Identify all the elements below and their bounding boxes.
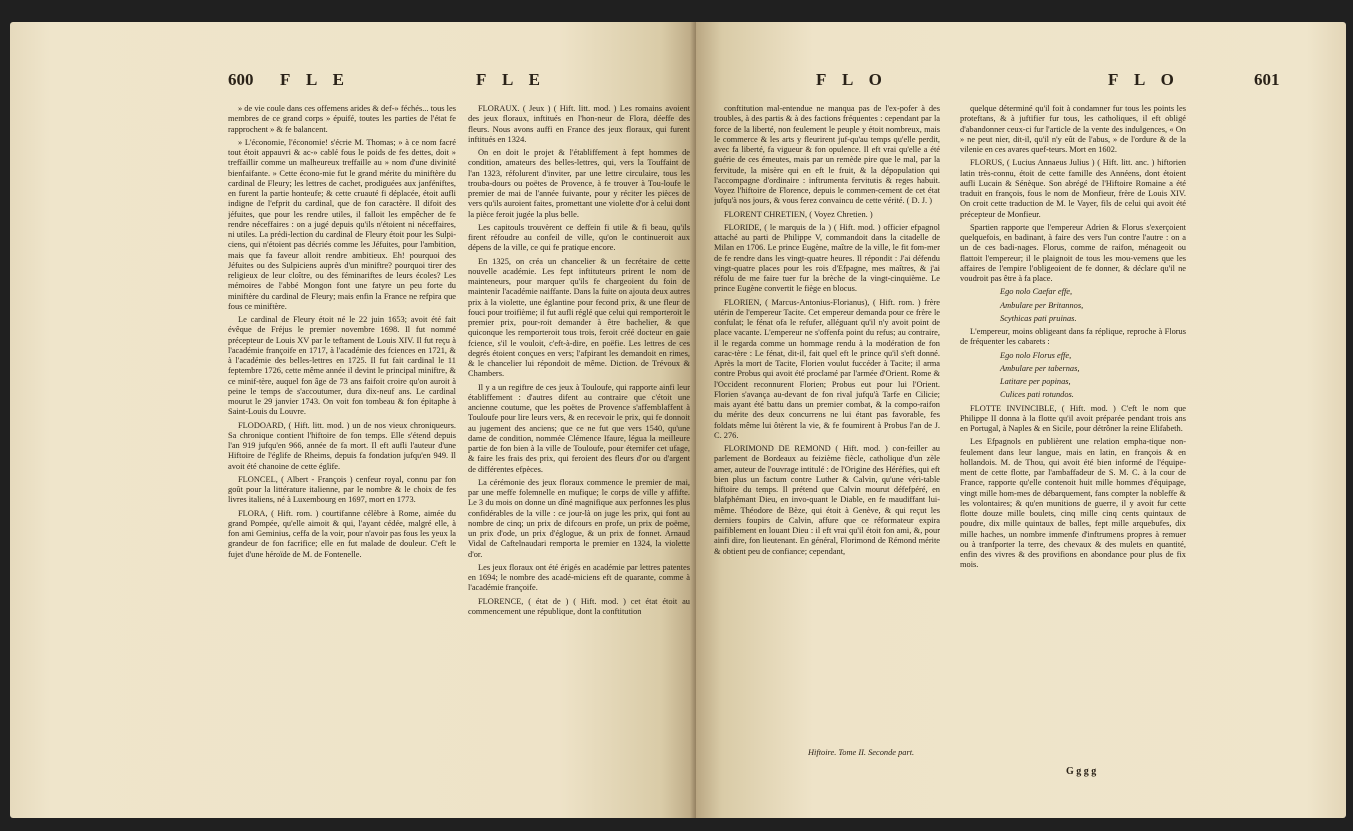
paragraph: conftitution mal-entendue ne manqua pas de l'ex-pofer à des troubles, à des partis & à des factions fréquentes : cependant par la force de la liberté, non feulement le peuple y étoit nombreux, mais le commerce & les arts y fleurirent juf-qu'au temps qu'elle perdit, avec fa liberté, fa vigueur & fon opulence. Il eft vrai qu'elle a été guérie de ces émeutes, mais par un remède pire que le mal, par la fervitude, la misère qui en eft le fruit, & la dépopulation qui l'accompagne d'ordinaire : inftrumenta fervitutis & reges habuit. Voyez l'hiftoire de Florence, depuis le commen-cement de cet état jufqu'à nos jours, & vous ferez convaincu de cette vérité. ( D. J. ) <box>714 104 940 206</box>
poem-line: Ego nolo Caefar effe, <box>1000 287 1073 297</box>
page-footer-line: Hiftoire. Tome II. Seconde part. <box>808 748 915 757</box>
paragraph: FLORENCE, ( état de ) ( Hift. mod. ) cet état étoit au commencement une république, dont la conftitution <box>468 596 690 616</box>
right-page <box>696 22 1346 818</box>
paragraph: Les Efpagnols en publièrent une relation empha-tique non-feulement dans leur langue, mais en latin, en françois & en hollandois. M. de Thou, qui avoit été bien informé de l'équipe-ment de cette flotte, par l'ambaffadeur de S. M. C. à la cour de France, rapporte qu'elle contenoit huit mille hommes d'équipage, vingt mille hom-mes de débarquement, fans compter la nobleffe & les volontaires; & qu'en munitions de guerre, il y avoit fur cette flotte douze mille boulets, cinq mille cinq cents quintaux de poudre, dix mille quintaux de balles, fept mille arquebufes, dix mille haches, un nombre immenfe d'inftrumens propres à remuer ou à tranfporter la terre, des chevaux & des mulets en quantité, enfin des vivres & des provifions en abondance pour plus de fix mois. <box>960 437 1186 570</box>
paragraph: FLORA, ( Hift. rom. ) courtifanne célèbre à Rome, aimée du grand Pompée, qu'elle aimoit & qui, l'ayant cédée, malgré elle, à fon ami Geminius, ceffa de la voir, pour n'avoir pas fous les yeux la grandeur de fon facrifice; elle en fut malade de douleur. C'eft le fujet d'une héroïde de M. de Fontenelle. <box>228 508 456 559</box>
paragraph: Spartien rapporte que l'empereur Adrien & Florus s'exerçoient quelquefois, en badinant, à faire des vers l'un contre l'autre : on a un de ces badi-nages. Florus, comme de raifon, ménageoit ou flattoit l'empereur; il le plaignoit de tous les mou-vemens que les affaires de l'empire l'obligeoient de fe donner, & déclare qu'il ne voudroit pas être à fa place. <box>960 222 1186 283</box>
right-column-1 <box>714 104 940 744</box>
left-page-number: 600 <box>228 70 254 89</box>
poem-line: Ego nolo Florus effe, <box>1000 350 1072 360</box>
paragraph: FLORIMOND DE REMOND ( Hift. mod. ) con-feiller au parlement de Bordeaux au feizième fiècle, catholique d'un zèle amer, auteur de l'ouvrage intitulé : de l'Origine des Héréfies, qui eft bien plus un factum contre Luther & Calvin, qu'une véri-table hiftoire du temps. Il prétend que Calvin mourut défefpéré, en blafphémant Dieu, en invo-quant le Diable, en fe maudiffant lui-même. Théodore de Bèze, qui étoit à Genève, & qui reçut les derniers foupirs de Calvin, affure que ce réformateur expira paifiblement en louant Dieu : il eft vrai qu'il étoit fon ami, &, pour ainfi dire, fon lieutenant. En général, Florimond de Rémond mérite & obtient peu de confiance; cependant, <box>714 444 940 556</box>
paragraph: On en doit le projet & l'établiffement à fept hommes de condition, amateurs des belles-lettres, qui, vers la Touffaint de l'an 1323, réfolurent d'inviter, par une lettre circulaire, tous les trouba-dours ou poëtes de Provence, à fe trouver à Tou-loufe le premier de mai de l'année fuivante, pour y réciter les pièces de vers qu'ils auroient faites, promettant une violette d'or à celui dont la pièce feroit jugée la plus belle. <box>468 148 690 219</box>
poem-line: Culices pati rotundos. <box>1000 390 1074 400</box>
paragraph: Les capitouls trouvèrent ce deffein fi utile & fi beau, qu'ils firent réfoudre au confeil de ville, qu'on le continueroit aux dépens de la ville, ce qui fe pratique encore. <box>468 222 690 253</box>
left-running-head-right: F L E <box>476 70 546 89</box>
left-page <box>10 22 696 818</box>
paragraph: Les jeux floraux ont été érigés en académie par lettres patentes en 1694; le nombre des acadé-miciens eft de quarante, comme à l'académie françoife. <box>468 562 690 593</box>
signature-mark: G g g g <box>1066 766 1097 777</box>
paragraph: FLORIEN, ( Marcus-Antonius-Florianus), ( Hift. rom. ) frère utérin de l'empereur Tacite. Cet empereur demanda pour ce frère le confulat; le fénat ofa le refufer, alléguant qu'il n'y avoit point de place vacante. L'empereur ne s'offenfa point du refus; au contraire, il le regarda comme un hommage rendu à la modération de fon carac-tère : Le fénat, dit-il, fait quel eft le prince qu'il s'eft donné. Après la mort de Tacite, Florien voulut fuccéder à Tacite; il arma contre Probus qui avoit été proclamé par l'armée d'Orient. Rome & l'Occident reconnurent Florien; Probus eut pour lui l'Orient. Florien s'avança au-devant de fon rival jufqu'à Tarfe en Cilicie; mais ayant été battu dans un premier combat, & la compo-raifon du mérite des deux concurrens ne lui étant pas favorable, fes foldats même lui ôtèrent la vie, & fe foumirent à Probus l'an de J. C. 276. <box>714 297 940 440</box>
right-running-head-left: F L O <box>816 70 888 89</box>
paragraph: En 1325, on créa un chancelier & un fecrétaire de cette nouvelle académie. Les fept inftituteurs prirent le nom de mainteneurs, pour marquer qu'ils fe chargeoient du foin de maintenir l'académie naiffante. Dans la fuite on ajouta deux autres prix à la violette, une églantine pour fecond prix, & une fleur de fouci pour troifième; il fut aufli réglé que celui qui remporteroit le premier prix, pour-roit demander à être bachelier, & que quiconque les remporteroit tous trois, feroit créé docteur en gaie fcience, s'il le vouloit, c'eft-à-dire, en poëfie. Les lettres de ces degrés étoient conçues en vers; l'afpirant les demandoit en rimes, & le chancelier lui répondoit de même. Diction. de Trévoux & Chambers. <box>468 256 690 379</box>
poem-line: Scythicas pati pruinas. <box>1000 313 1077 323</box>
left-running-head-left: F L E <box>280 70 350 89</box>
paragraph: FLORAUX. ( Jeux ) ( Hift. litt. mod. ) Les romains avoient des jeux floraux, inftitués en l'hon-neur de Flora, déeffe des fleurs. Nous avons auffi en France des jeux floraux, qui furent inftitués en 1324. <box>468 104 690 144</box>
poem-line: Latitare per popinas, <box>1000 377 1071 386</box>
paragraph: FLORIDE, ( le marquis de la ) ( Hift. mod. ) officier efpagnol attaché au parti de Philippe V, commandoit dans la citadelle de Milan en 1706. Le prince Eugène, maître de la ville, le fit fom-mer de fe rendre dans les vingt-quatre heures. Il répondit : J'ai défendu vingt-quatre places pour les rois d'Efpagne, mes maîtres, & j'ai réfolu de me faire tuer fur la brèche de la vingt-cinquième. Le prince Eugène convertit le fiège en blocus. <box>714 222 940 294</box>
paragraph: quelque déterminé qu'il foit à condamner fur tous les points les proteftans, & à juftifier fur tous, les catholiques, il eft obligé d'abandonner ceux-ci fur l'article de la vente des indulgences, « On » ne peut nier, dit-il, qu'il n'y eût de l'abus, » de l'ordure & de la vilenie en ces avares quef-teurs. Mort en 1602. <box>960 104 1186 154</box>
right-page-number: 601 <box>1254 70 1280 89</box>
poem-line: Ambulare per Britannos, <box>1000 300 1084 310</box>
paragraph: L'empereur, moins obligeant dans fa réplique, reproche à Florus de fréquenter les cabarets : <box>960 327 1186 347</box>
paragraph: FLODOARD, ( Hift. litt. mod. ) un de nos vieux chroniqueurs. Sa chronique contient l'hiftoire de fon temps. Elle s'étend depuis l'an 919 jufqu'en 966, année de fa mort. Il eft aufli l'auteur d'une Hiftoire de l'églife de Rheims, depuis fa fondation jufqu'en 949. Il avoit été chanoine de cette églife. <box>228 420 456 471</box>
paragraph: FLONCEL, ( Albert - François ) cenfeur royal, connu par fon goût pour la littérature italienne, par le nombre & le choix de fes livres italiens, né à Luxembourg en 1697, mort en 1773. <box>228 474 456 505</box>
paragraph: La cérémonie des jeux floraux commence le premier de mai, par une meffe folemnelle en mufique; le corps de ville y affifte. Le 3 du mois on donne un dîné magnifique aux perfonnes les plus confidérables de la ville : ce jour-là on juge les prix, qui font au nombre de cinq; un prix de difcours en profe, un prix de poëme, un prix d'ode, un prix d'églogue, & un prix de fonnet. Arnaud Vidal de Caftelnaudari remporta le premier en 1324, la violette d'or. <box>468 477 690 559</box>
paragraph: » de vie coule dans ces offemens arides & def-» féchés... tous les membres de ce grand corps » épuifé, toutes les parties de l'état fe rapprochent » & fe balancent. <box>228 104 456 134</box>
paragraph: » L'économie, l'économie! s'écrie M. Thomas; » à ce nom facré tout étoit appauvri & ac-» cablé fous le poids de fes dettes, doit » treffaillir comme un malheureux treffaille au » nom d'une divinité bienfaifante. » Cette écono-mie fut le grand mérite du miniftère du cardinal de Fleury; les lettres de cachet, prodiguées aux janféniftes, en furent la partie honteufe; & cette cruauté fi déplacée, étoit aufli indigne de l'efprit du cardinal, que de fon caractère. Il difoit des jéfuites, que pour les rendre utiles, il falloit les empêcher de fe rendre néceffaires : on a jugé depuis qu'ils n'étoient ni néceffaires, ni utiles. La prédi-lection du cardinal de Fleury étoit pour les Sulpi-ciens, qui n'étoient pas décriés comme les Jéfuites, pour l'ambition, mais que fa faveur alloit rendre ambitieux. Eh! pourquoi des Jéfuites ou des Sulpiciens auprès d'un miniftre? pourquoi tirer des religieux de leur cloître, ou des féminariftes de leurs écoles? Les mémoires de l'abbé Mongon font une fatyre un peu forte du miniftère du cardinal de Fleury; mais enfin la France ne refpira que fous ce miniftère. <box>228 137 456 311</box>
right-column-2 <box>960 104 1186 809</box>
left-column-1 <box>228 104 456 804</box>
paragraph: FLORENT CHRETIEN, ( Voyez Chretien. ) <box>724 209 873 219</box>
poem-line: Ambulare per tabernas, <box>1000 363 1080 373</box>
paragraph: FLOTTE INVINCIBLE, ( Hift. mod. ) C'eft le nom que Philippe II donna à la flotte qu'il avoit préparée pendant trois ans en Portugal, à Naples & en Sicile, pour détrôner la reine Elifabeth. <box>960 403 1186 433</box>
paragraph: FLORUS, ( Lucius Annaeus Julius ) ( Hift. litt. anc. ) hiftorien latin très-connu, étoit de cette famille des Annéens, dont étoient aufli Lucain & Sénèque. Son abrégé de l'Hiftoire Romaine a été traduit en françois, fous le nom de Monfieur, frère de Louis XIV. On croit cette traduction de M. le Vayer, fils de celui qui avoit été précepteur de Monfieur. <box>960 158 1186 219</box>
left-column-2 <box>468 104 690 804</box>
paragraph: Il y a un regiftre de ces jeux à Touloufe, qui rapporte ainfi leur établiffement : d'autres difent au contraire que c'étoit une ancienne coutume, que les poëtes de Provence s'affemblaffent à Touloufe pour lire leurs vers, & en recevoir le prix, qui fe donnoit au jugement des anciens; que ce ne fut que vers 1540, qu'une dame de condition, nommée Clémence Ifaure, légua la meilleure partie de fon bien à la ville de Touloufe, pour éternifer cet ufage, & faire les frais des prix, qui feroient des fleurs d'or ou d'argent de différentes efpèces. <box>468 382 690 474</box>
right-running-head-right: F L O <box>1108 70 1180 89</box>
paragraph: Le cardinal de Fleury étoit né le 22 juin 1653; avoit été fait évêque de Fréjus le premier novembre 1698. Il fut nommé précepteur de Louis XV par le teftament de Louis XIV. Il fut reçu à l'académie françoife en 1717, à l'académie des fciences en 1721, & à l'académie des belles-lettres en 1725. Il fut fait cardinal le 11 feptembre 1726, cette même année il devint le principal miniftre, & ce minif-tère, auquel fon âge de 73 ans faifoit croire qu'on auroit à peine le temps de s'accoutumer, dura dix-neuf ans. Le cardinal mourut le 29 janvier 1743. On voit fon tombeau & fon épitaphe à Saint-Louis du Louvre. <box>228 315 456 417</box>
